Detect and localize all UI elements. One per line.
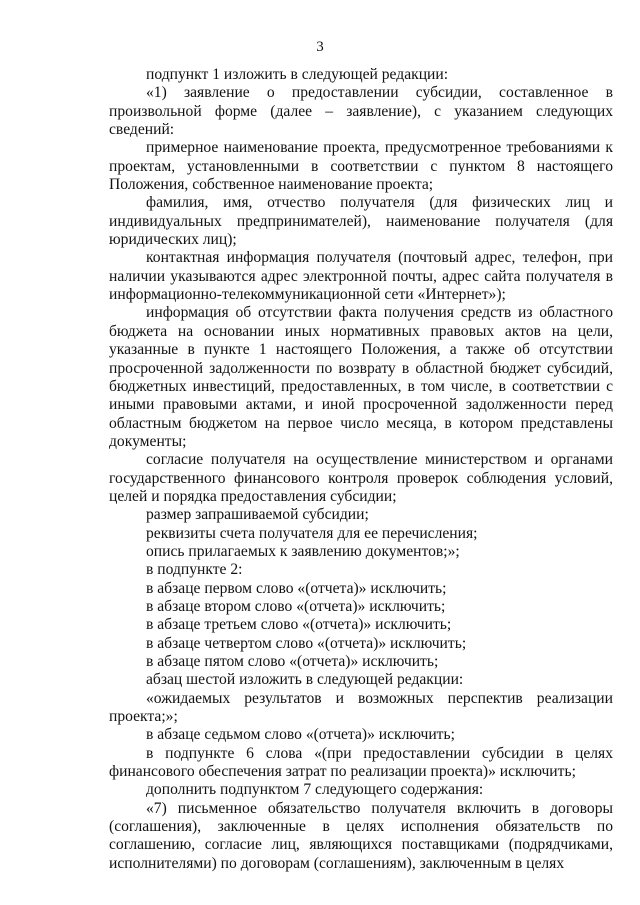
paragraph-add-subitem-7: дополнить подпунктом 7 следующего содержания: [146, 781, 484, 799]
paragraph-contact-info: контактная информация получателя (почтовый адрес, телефон, при наличии указываются адрес электронной почты, адрес сайта получателя в информационно-телекоммуникационной сети «Интернет»); [109, 249, 613, 304]
document-body [109, 66, 613, 873]
paragraph-subitem-7-text: «7) письменное обязательство получателя включить в договоры (соглашения), заключенные в целях исполнения обязательств по соглашению, согласие лиц, являющихся поставщиками (подрядчиками, исполнителями) по договорам (соглашениям), заключенным в целях [109, 799, 613, 872]
paragraph-subitem-2: в подпункте 2: [146, 561, 243, 579]
paragraph-no-other-funding: информация об отсутствии факта получения средств из областного бюджета на основании иных нормативных правовых актов на цели, указанные в пункте 1 настоящего Положения, а также об отсутствии просроченной задолженности по возврату в областной бюджет субсидий, бюджетных инвестиций, предоставленных, в том числе, в соответствии с иными правовыми актами, и иной просроченной задолженности перед областным бюджетом на первое число месяца, в котором представлены документы; [109, 304, 613, 450]
paragraph-document-list: опись прилагаемых к заявлению документов;»; [146, 542, 460, 560]
paragraph-recipient-name: фамилия, имя, отчество получателя (для физических лиц и индивидуальных предпринимателей), наименование получателя (для юридических лиц); [109, 194, 613, 249]
paragraph-amend-sixth-text: «ожидаемых результатов и возможных перспектив реализации проекта;»; [109, 689, 613, 726]
paragraph-amend-fourth: в абзаце четвертом слово «(отчета)» исключить; [146, 634, 467, 652]
paragraph-amend-second: в абзаце втором слово «(отчета)» исключить; [146, 597, 446, 615]
paragraph-project-name: примерное наименование проекта, предусмотренное требованиями к проектам, установленными в соответствии с пунктом 8 настоящего Положения, собственное наименование проекта; [109, 139, 613, 194]
paragraph-intro: подпункт 1 изложить в следующей редакции: [146, 66, 449, 83]
paragraph-subsidy-amount: размер запрашиваемой субсидии; [146, 506, 369, 524]
paragraph-amend-first: в абзаце первом слово «(отчета)» исключить; [146, 579, 447, 597]
paragraph-item-1-application: «1) заявление о предоставлении субсидии, составленное в произвольной форме (далее – заявление), с указанием следующих сведений: [109, 84, 613, 139]
page-number: 3 [316, 39, 324, 55]
paragraph-amend-sixth-intro: абзац шестой изложить в следующей редакции: [146, 671, 464, 689]
paragraph-amend-fifth: в абзаце пятом слово «(отчета)» исключить; [146, 653, 439, 670]
paragraph-amend-third: в абзаце третьем слово «(отчета)» исключить; [146, 616, 452, 634]
paragraph-bank-details: реквизиты счета получателя для ее перечисления; [146, 524, 478, 542]
paragraph-consent-to-audit: согласие получателя на осуществление министерством и органами государственного финансового контроля проверок соблюдения условий, целей и порядка предоставления субсидии; [109, 451, 613, 505]
paragraph-amend-seventh: в абзаце седьмом слово «(отчета)» исключить; [146, 726, 455, 744]
paragraph-subitem-6: в подпункте 6 слова «(при предоставлении субсидии в целях финансового обеспечения затрат по реализации проекта)» исключить; [109, 744, 613, 781]
